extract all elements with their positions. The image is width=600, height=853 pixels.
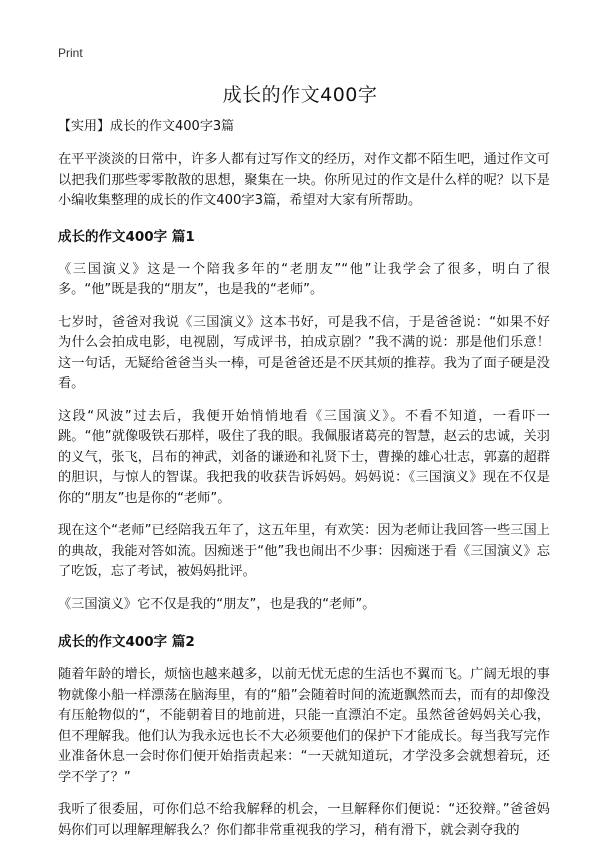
section-2-paragraph-1: 随着年龄的增长，烦恼也越来越多，以前无忧无虑的生活也不翼而飞。广阔无垠的事物就像小船一样漂荡在脑海里，有的“船”会随着时间的流逝飘然而去，而有的却像没有压舱物似的“，不能朝着目的地前进，只能一直漂泊不定。虽然爸爸妈妈关心我，但不理解我。他们认为我永远也长不大必须要他们的保护下才能成长。每当我写完作业准备休息一会时你们便开始指责起来：“一天就知道玩，才学没多会就想着玩，还学不学了？” xyxy=(58,667,550,785)
section-1-paragraph-5: 《三国演义》它不仅是我的“朋友”，也是我的“老师”。 xyxy=(58,596,376,612)
section-2-paragraph-2: 我听了很委屈，可你们总不给我解释的机会，一旦解释你们便说：“还狡辩。”爸爸妈妈你们可以理解理解我么？你们都非常重视我的学习，稍有滑下，就会剥夺我的 xyxy=(58,802,550,838)
section-heading-2: 成长的作文400字 篇2 xyxy=(58,634,195,650)
section-1-paragraph-2: 七岁时，爸爸对我说《三国演义》这本书好，可是我不信，于是爸爸说：“如果不好为什么会拍成电影，电视剧，写成评书，拍成京剧？”我不满的说：那是他们乐意！这一句话，无疑给爸爸当头一棒，可是爸爸还是不厌其烦的推荐。我为了面子硬是没看。 xyxy=(58,314,550,391)
section-1-paragraph-1: 《三国演义》这是一个陪我多年的“老朋友”“他”让我学会了很多，明白了很多。“他”既是我的“朋友”，也是我的“老师”。 xyxy=(58,261,550,297)
section-1-paragraph-3: 这段“风波”过去后，我便开始悄悄地看《三国演义》。不看不知道，一看吓一跳。“他”就像吸铁石那样，吸住了我的眼。我佩服诸葛亮的智慧，赵云的忠诚，关羽的义气，张飞，吕布的神武，刘备的谦逊和礼贤下士，曹操的雄心壮志，郭嘉的超群的胆识，与惊人的智谋。我把我的收获告诉妈妈。妈妈说：《三国演义》现在不仅是你的“朋友”也是你的“老师”。 xyxy=(58,408,550,506)
page-title: 成长的作文400字 xyxy=(222,84,378,106)
section-heading-1: 成长的作文400字 篇1 xyxy=(58,228,195,245)
print-link[interactable]: Print xyxy=(58,46,83,60)
section-1-paragraph-4: 现在这个“老师”已经陪我五年了，这五年里，有欢笑：因为老师让我回答一些三国上的典故，我能对答如流。因痴迷于“他”我也闹出不少事：因痴迷于看《三国演义》忘了吃饭，忘了考试，被妈妈批评。 xyxy=(58,523,550,579)
document-body xyxy=(58,118,550,853)
intro-paragraph: 在平平淡淡的日常中，许多人都有过写作文的经历，对作文都不陌生吧，通过作文可以把我们那些零零散散的思想，聚集在一块。你所见过的作文是什么样的呢？以下是小编收集整理的成长的作文400字3篇，希望对大家有所帮助。 xyxy=(58,152,550,208)
document-subtitle: 【实用】成长的作文400字3篇 xyxy=(58,119,235,134)
